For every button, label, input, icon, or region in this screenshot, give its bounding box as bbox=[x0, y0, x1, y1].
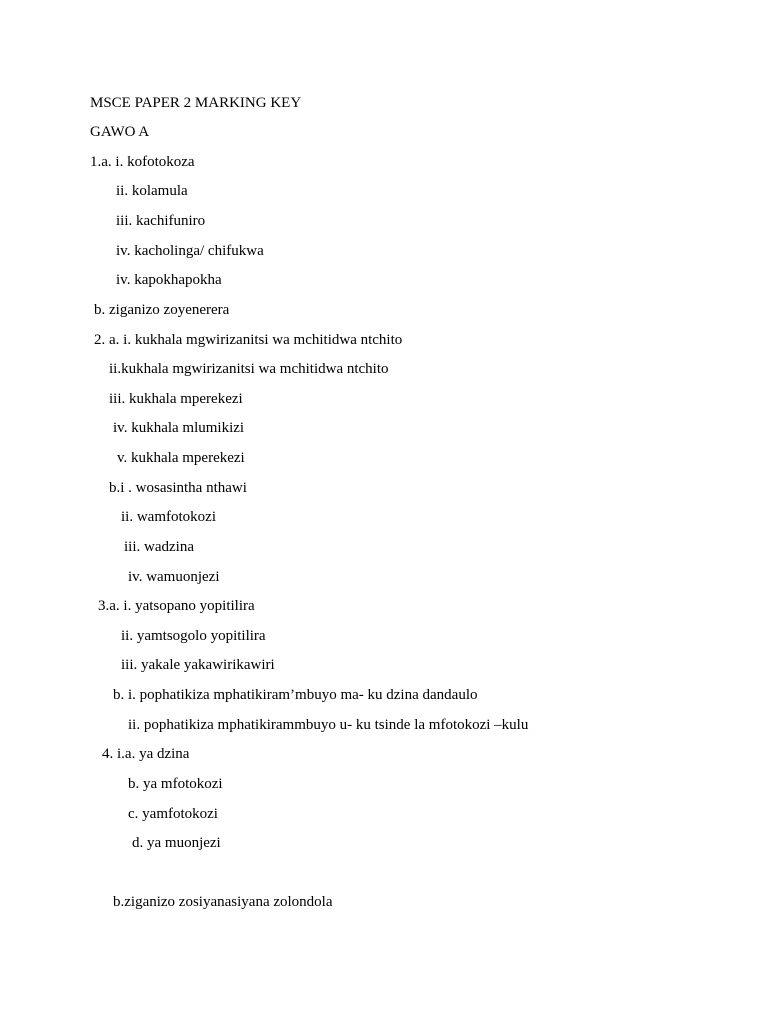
answer-line: c. yamfotokozi bbox=[128, 806, 218, 822]
answer-line: b.i . wosasintha nthawi bbox=[109, 480, 247, 496]
answer-line: ii. yamtsogolo yopitilira bbox=[121, 628, 266, 644]
answer-line: iv. wamuonjezi bbox=[128, 569, 220, 585]
answer-line: iii. kukhala mperekezi bbox=[109, 391, 243, 407]
answer-line: 4. i.a. ya dzina bbox=[102, 746, 190, 762]
answer-line: b.ziganizo zosiyanasiyana zolondola bbox=[113, 894, 333, 910]
answer-line: b. ya mfotokozi bbox=[128, 776, 223, 792]
answer-line: b. ziganizo zoyenerera bbox=[94, 302, 230, 318]
answer-line: iv. kapokhapokha bbox=[116, 272, 222, 288]
section-heading: GAWO A bbox=[90, 124, 150, 140]
answer-line: iv. kacholinga/ chifukwa bbox=[116, 243, 264, 259]
answer-line: d. ya muonjezi bbox=[132, 835, 221, 851]
answer-line: ii. wamfotokozi bbox=[121, 509, 216, 525]
answer-line: ii.kukhala mgwirizanitsi wa mchitidwa ntchito bbox=[109, 361, 389, 377]
answer-line: b. i. pophatikiza mphatikiram’mbuyo ma- ku dzina dandaulo bbox=[113, 687, 478, 703]
answer-line: iii. wadzina bbox=[124, 539, 194, 555]
answer-line: iv. kukhala mlumikizi bbox=[113, 420, 245, 436]
document-title: MSCE PAPER 2 MARKING KEY bbox=[90, 95, 302, 111]
answer-line: iii. kachifuniro bbox=[116, 213, 206, 229]
answer-line: v. kukhala mperekezi bbox=[117, 450, 245, 466]
answer-line: 3.a. i. yatsopano yopitilira bbox=[98, 598, 255, 614]
answer-line: iii. yakale yakawirikawiri bbox=[121, 657, 275, 673]
answer-line: 1.a. i. kofotokoza bbox=[90, 154, 195, 170]
answer-line: ii. kolamula bbox=[116, 183, 188, 199]
answer-line: 2. a. i. kukhala mgwirizanitsi wa mchitidwa ntchito bbox=[94, 332, 403, 348]
answer-line: ii. pophatikiza mphatikirammbuyo u- ku tsinde la mfotokozi –kulu bbox=[128, 717, 529, 733]
